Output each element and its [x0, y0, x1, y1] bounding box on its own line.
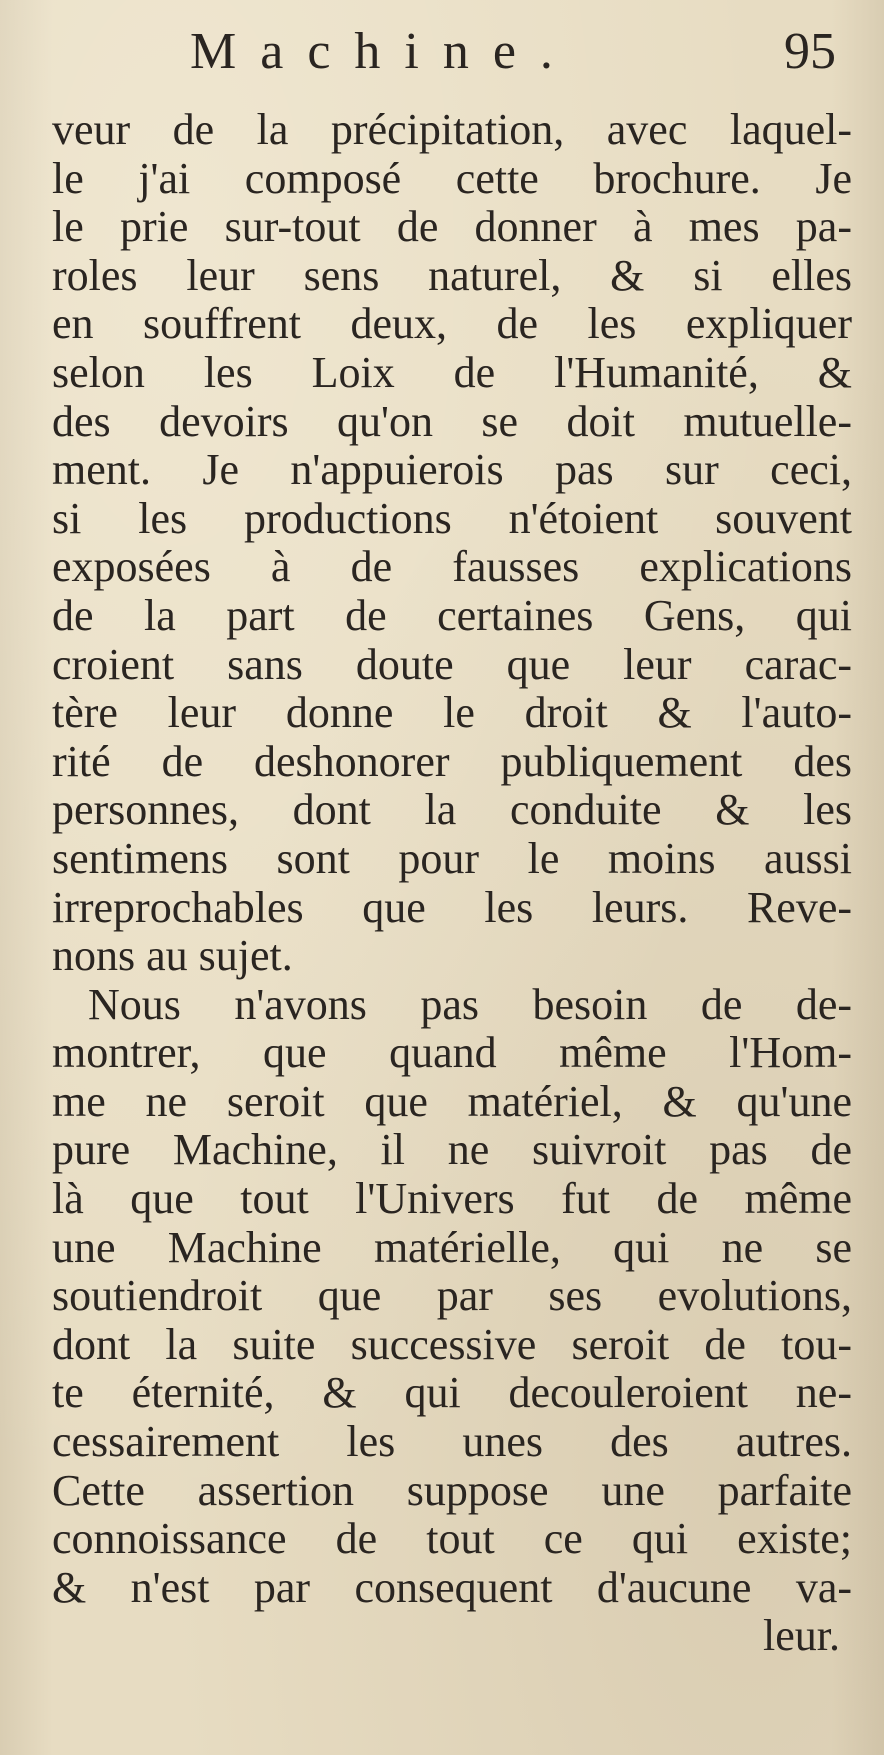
text-line: personnes, dont la conduite & les: [52, 785, 852, 835]
text-line: rité de deshonorer publiquement des: [52, 736, 852, 786]
text-line: croient sans doute que leur carac-: [52, 639, 852, 689]
text-line: sentimens sont pour le moins aussi: [52, 833, 852, 883]
text-line: Cette assertion suppose une parfaite: [52, 1465, 852, 1515]
text-line: en souffrent deux, de les expliquer: [52, 299, 852, 349]
text-line: te éternité, & qui decouleroient ne-: [52, 1368, 852, 1418]
text-line: ment. Je n'appuierois pas sur ceci,: [52, 445, 852, 495]
text-line: tère leur donne le droit & l'auto-: [52, 688, 852, 738]
text-line: selon les Loix de l'Humanité, &: [52, 347, 852, 397]
text-line: de la part de certaines Gens, qui: [52, 590, 852, 640]
text-line: Nous n'avons pas besoin de de-: [88, 979, 852, 1029]
text-line: roles leur sens naturel, & si elles: [52, 250, 852, 300]
text-line: pure Machine, il ne suivroit pas de: [52, 1125, 852, 1175]
text-line: exposées à de fausses explications: [52, 542, 852, 592]
text-line: & n'est par consequent d'aucune va-: [52, 1562, 852, 1612]
text-line: le j'ai composé cette brochure. Je: [52, 153, 852, 203]
text-line: irreprochables que les leurs. Reve-: [52, 882, 852, 932]
running-title: Machine.: [190, 23, 577, 80]
text-line: si les productions n'étoient souvent: [52, 493, 852, 543]
text-line: cessairement les unes des autres.: [52, 1417, 852, 1467]
text-line: me ne seroit que matériel, & qu'une: [52, 1076, 852, 1126]
page-header: [0, 0, 884, 108]
catchword: leur.: [763, 1611, 840, 1661]
text-line: une Machine matérielle, qui ne se: [52, 1222, 852, 1272]
page-number: 95: [784, 23, 836, 80]
text-line: connoissance de tout ce qui existe;: [52, 1514, 852, 1564]
text-line: soutiendroit que par ses evolutions,: [52, 1271, 852, 1321]
text-line: nons au sujet.: [52, 931, 293, 981]
text-line: montrer, que quand même l'Hom-: [52, 1028, 852, 1078]
body-text: [52, 106, 852, 1661]
text-line: là que tout l'Univers fut de même: [52, 1174, 852, 1224]
paragraph-1: [52, 106, 852, 981]
text-line: des devoirs qu'on se doit mutuelle-: [52, 396, 852, 446]
text-line: dont la suite successive seroit de tou-: [52, 1319, 852, 1369]
text-line: veur de la précipitation, avec laquel-: [52, 105, 852, 154]
text-line: le prie sur-tout de donner à mes pa-: [52, 202, 852, 252]
paragraph-2: [52, 981, 852, 1613]
